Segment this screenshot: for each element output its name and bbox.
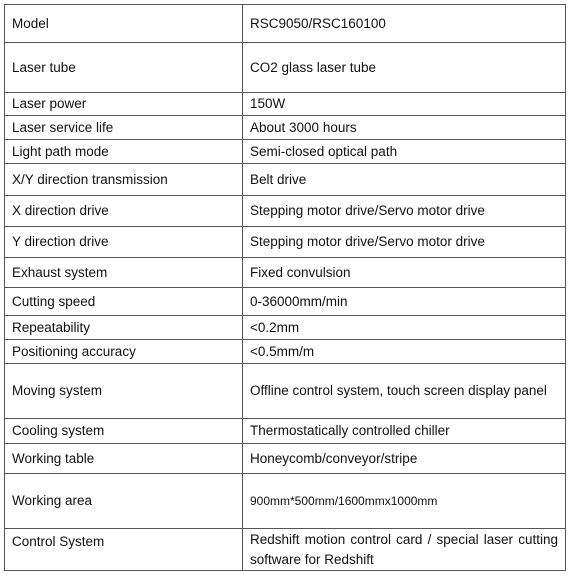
row-label: Cooling system [5, 419, 243, 444]
row-value: <0.5mm/m [243, 340, 566, 364]
table-row [5, 43, 566, 93]
row-value: Fixed convulsion [243, 258, 566, 288]
row-label: X/Y direction transmission [5, 164, 243, 196]
row-value: Offline control system, touch screen display panel [243, 364, 566, 419]
table-row [5, 529, 566, 571]
row-label: Light path mode [5, 140, 243, 164]
row-label: Y direction drive [5, 227, 243, 258]
table-row [5, 316, 566, 340]
row-label: Moving system [5, 364, 243, 419]
row-label: Cutting speed [5, 288, 243, 316]
row-label: Model [5, 5, 243, 43]
table-row [5, 116, 566, 140]
table-row [5, 444, 566, 474]
table-row [5, 340, 566, 364]
row-label: Laser power [5, 93, 243, 116]
row-label: Laser service life [5, 116, 243, 140]
row-value: Honeycomb/conveyor/stripe [243, 444, 566, 474]
row-value: Stepping motor drive/Servo motor drive [243, 227, 566, 258]
row-value: CO2 glass laser tube [243, 43, 566, 93]
table-row [5, 93, 566, 116]
row-value: 150W [243, 93, 566, 116]
row-value: Belt drive [243, 164, 566, 196]
table-row [5, 474, 566, 529]
row-value: Stepping motor drive/Servo motor drive [243, 196, 566, 227]
row-label: Exhaust system [5, 258, 243, 288]
row-value: 900mm*500mm/1600mmx1000mm [243, 474, 566, 529]
table-row [5, 419, 566, 444]
row-label: Working table [5, 444, 243, 474]
row-value: RSC9050/RSC160100 [243, 5, 566, 43]
spec-table [4, 4, 566, 571]
row-value: Redshift motion control card / special laser cutting software for Redshift [243, 529, 566, 571]
table-row [5, 258, 566, 288]
row-value: 0-36000mm/min [243, 288, 566, 316]
row-label: X direction drive [5, 196, 243, 227]
table-row [5, 140, 566, 164]
row-value: About 3000 hours [243, 116, 566, 140]
row-value: Semi-closed optical path [243, 140, 566, 164]
row-value: Thermostatically controlled chiller [243, 419, 566, 444]
row-label: Laser tube [5, 43, 243, 93]
row-label: Repeatability [5, 316, 243, 340]
table-row [5, 164, 566, 196]
row-label: Positioning accuracy [5, 340, 243, 364]
row-label: Control System [5, 529, 243, 571]
row-value: <0.2mm [243, 316, 566, 340]
table-row [5, 5, 566, 43]
table-row [5, 364, 566, 419]
table-row [5, 288, 566, 316]
table-row [5, 196, 566, 227]
row-label: Working area [5, 474, 243, 529]
table-row [5, 227, 566, 258]
